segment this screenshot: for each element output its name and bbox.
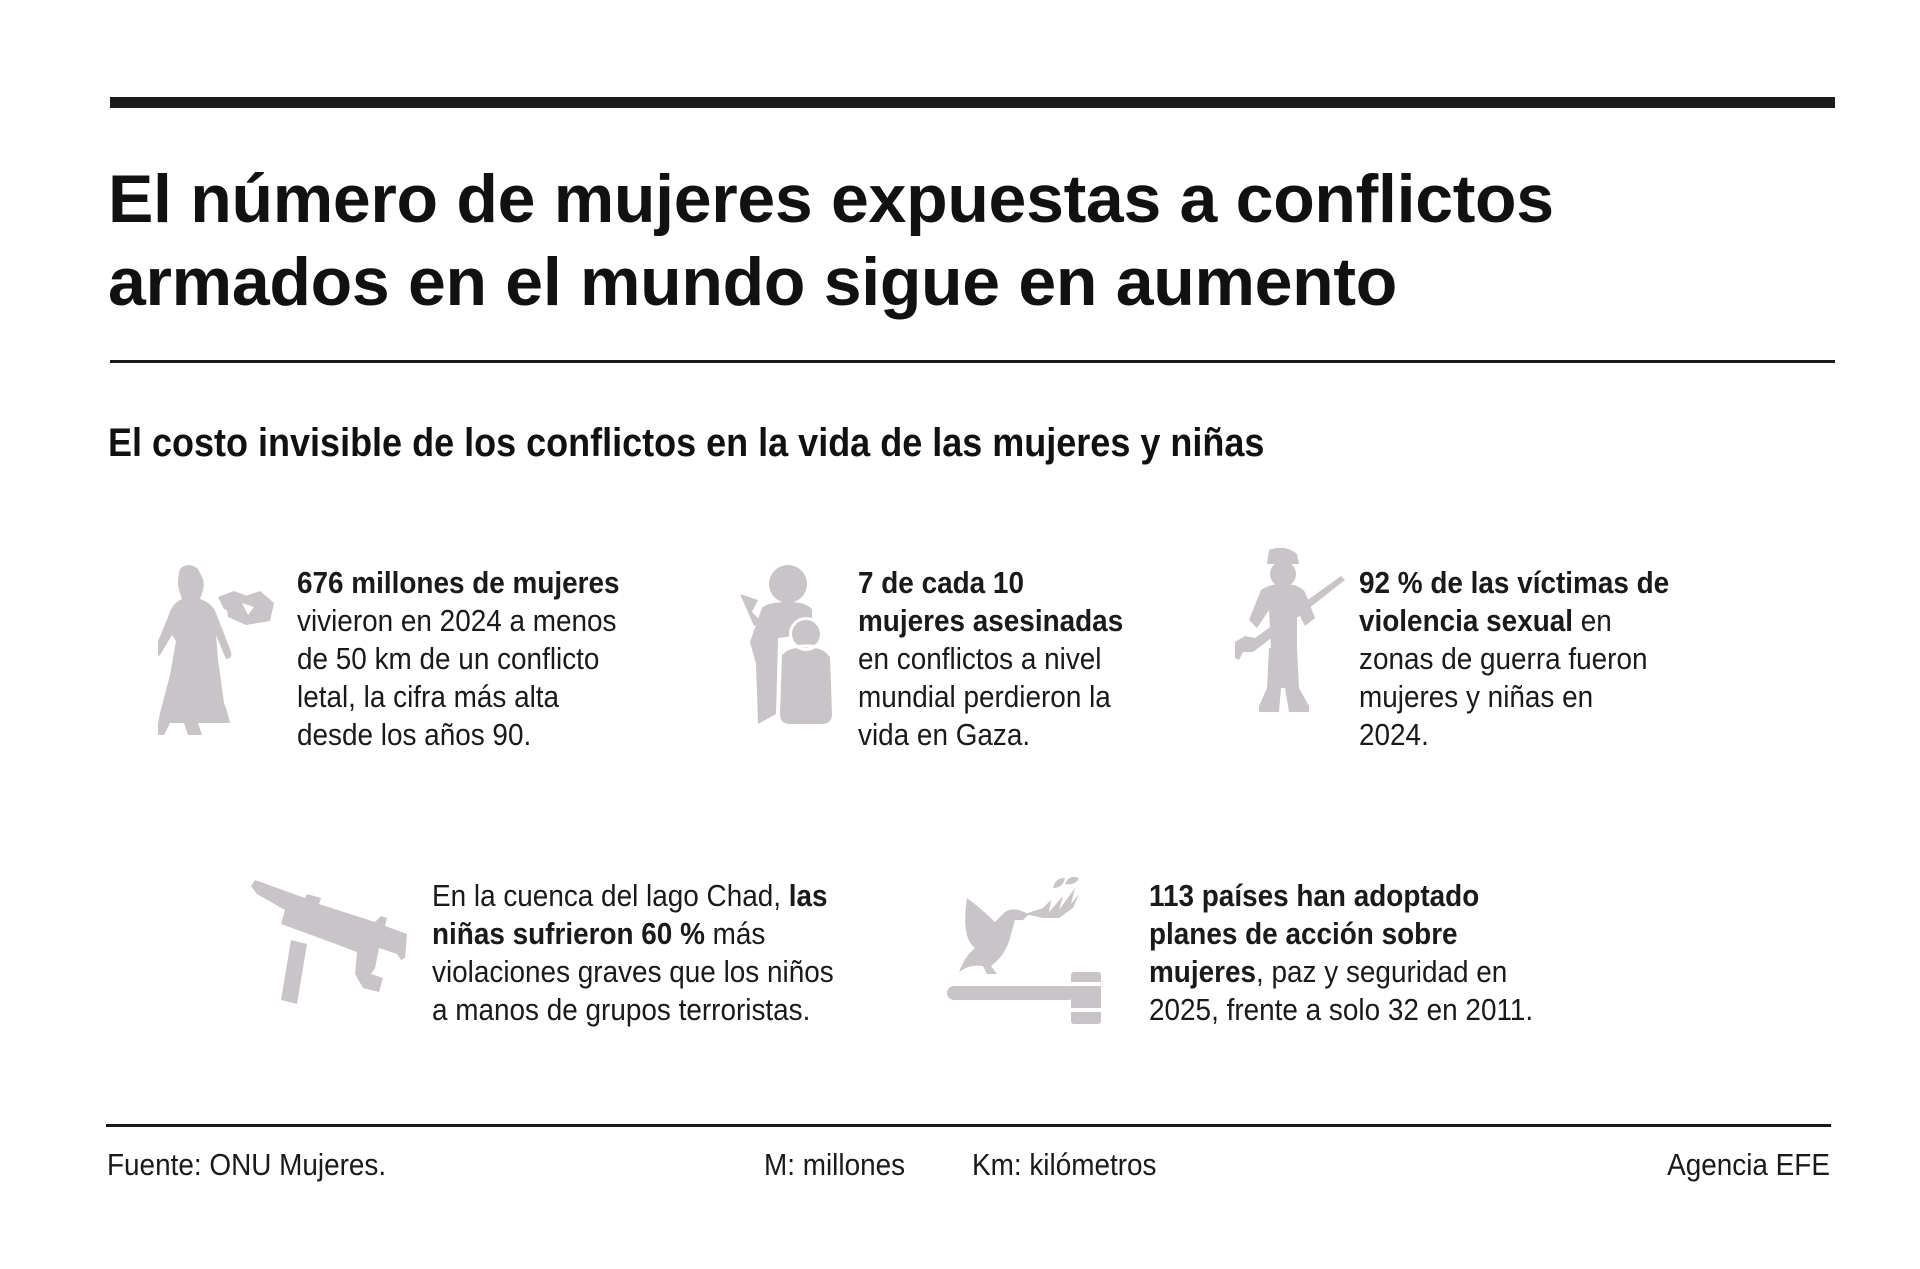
headline-divider bbox=[110, 360, 1835, 363]
fact-3-line-4 bbox=[1359, 678, 1669, 716]
fact-4-line-2 bbox=[432, 915, 834, 953]
fact-3-line-3-normal: zonas de guerra fueron bbox=[1359, 641, 1648, 676]
fact-5-line-3 bbox=[1149, 953, 1533, 991]
fact-4-line-4-normal: a manos de grupos terroristas. bbox=[432, 992, 811, 1027]
fact-2-line-5 bbox=[858, 716, 1123, 754]
fact-1-line-2-normal: vivieron en 2024 a menos bbox=[297, 603, 617, 638]
fact-5-line-2-bold: planes de acción sobre bbox=[1149, 916, 1458, 951]
fact-1-line-5-normal: desde los años 90. bbox=[297, 717, 532, 752]
fact-5-text bbox=[1149, 877, 1533, 1029]
fact-3-line-3 bbox=[1359, 640, 1669, 678]
footer-abbrev-millions: M: millones bbox=[764, 1147, 906, 1182]
fact-5-line-4-normal: 2025, frente a solo 32 en 2011. bbox=[1149, 992, 1534, 1027]
fact-3-text bbox=[1359, 564, 1669, 754]
fact-2-line-4 bbox=[858, 678, 1123, 716]
fact-4-line-3-normal: violaciones graves que los niños bbox=[432, 954, 834, 989]
fact-3-line-2-normal: en bbox=[1573, 603, 1612, 638]
fact-2-line-3 bbox=[858, 640, 1123, 678]
fact-4-line-2-normal: más bbox=[704, 916, 766, 951]
fact-4-line-1-normal-before: En la cuenca del lago Chad, bbox=[432, 878, 789, 913]
fact-2-text bbox=[858, 564, 1123, 754]
fact-5-line-1 bbox=[1149, 877, 1533, 915]
fact-3-line-1 bbox=[1359, 564, 1669, 602]
fact-1-line-2 bbox=[297, 602, 620, 640]
woman-and-child-icon-svg bbox=[738, 564, 838, 724]
fact-3-line-5-normal: 2024. bbox=[1359, 717, 1429, 752]
submachine-gun-icon-svg bbox=[251, 880, 409, 1004]
fact-3-line-2-bold: violencia sexual bbox=[1359, 603, 1574, 638]
subtitle: El costo invisible de los conflictos en la vida de las mujeres y niñas bbox=[108, 421, 1265, 465]
fact-3-line-4-normal: mujeres y niñas en bbox=[1359, 679, 1594, 714]
fact-1-text bbox=[297, 564, 620, 754]
footer-abbrev-km: Km: kilómetros bbox=[972, 1147, 1157, 1182]
fact-5-line-4 bbox=[1149, 991, 1533, 1029]
fact-2-line-2-bold: mujeres asesinadas bbox=[858, 603, 1124, 638]
fact-4-line-2-bold: niñas sufrieron 60 % bbox=[432, 916, 705, 951]
fact-5-line-3-bold: mujeres bbox=[1149, 954, 1257, 989]
headline bbox=[108, 158, 1808, 324]
fact-1-line-4-normal: letal, la cifra más alta bbox=[297, 679, 560, 714]
fact-3-line-1-bold: 92 % de las víctimas de bbox=[1359, 565, 1670, 600]
fact-2-line-3-normal: en conflictos a nivel bbox=[858, 641, 1102, 676]
fact-2-line-5-normal: vida en Gaza. bbox=[858, 717, 1031, 752]
fact-1-line-5 bbox=[297, 716, 620, 754]
fact-5-line-2 bbox=[1149, 915, 1533, 953]
fact-1-line-3-normal: de 50 km de un conflicto bbox=[297, 641, 600, 676]
fact-4-line-1 bbox=[432, 877, 834, 915]
fact-1-line-1 bbox=[297, 564, 620, 602]
submachine-gun-icon bbox=[251, 880, 409, 1004]
fact-2-line-4-normal: mundial perdieron la bbox=[858, 679, 1111, 714]
fact-5-line-1-bold: 113 países han adoptado bbox=[1149, 878, 1480, 913]
dove-and-gavel-icon bbox=[947, 874, 1109, 1028]
footer-divider bbox=[106, 1124, 1831, 1127]
fact-4-text bbox=[432, 877, 834, 1029]
fact-1-line-3 bbox=[297, 640, 620, 678]
fact-1-line-1-bold: 676 millones de mujeres bbox=[297, 565, 620, 600]
woman-and-child-icon bbox=[738, 564, 838, 724]
fact-1-line-4 bbox=[297, 678, 620, 716]
fact-4-line-3 bbox=[432, 953, 834, 991]
woman-with-rock-icon-svg bbox=[158, 563, 276, 735]
headline-line-2: armados en el mundo sigue en aumento bbox=[108, 244, 1398, 320]
soldier-with-rifle-icon bbox=[1233, 548, 1345, 718]
fact-4-line-4 bbox=[432, 991, 834, 1029]
footer-source: Fuente: ONU Mujeres. bbox=[107, 1147, 387, 1182]
fact-5-line-3-normal: , paz y seguridad en bbox=[1256, 954, 1508, 989]
fact-4-line-1-bold: las bbox=[788, 878, 828, 913]
fact-3-line-5 bbox=[1359, 716, 1669, 754]
fact-2-line-2 bbox=[858, 602, 1123, 640]
top-rule bbox=[110, 97, 1835, 108]
fact-3-line-2 bbox=[1359, 602, 1669, 640]
footer-credit: Agencia EFE bbox=[1667, 1147, 1830, 1182]
dove-and-gavel-icon-svg bbox=[947, 874, 1109, 1028]
fact-2-line-1-bold: 7 de cada 10 bbox=[858, 565, 1024, 600]
woman-with-rock-icon bbox=[158, 563, 276, 735]
headline-line-1: El número de mujeres expuestas a conflictos bbox=[108, 161, 1554, 237]
fact-2-line-1 bbox=[858, 564, 1123, 602]
soldier-with-rifle-icon-svg bbox=[1233, 548, 1345, 718]
